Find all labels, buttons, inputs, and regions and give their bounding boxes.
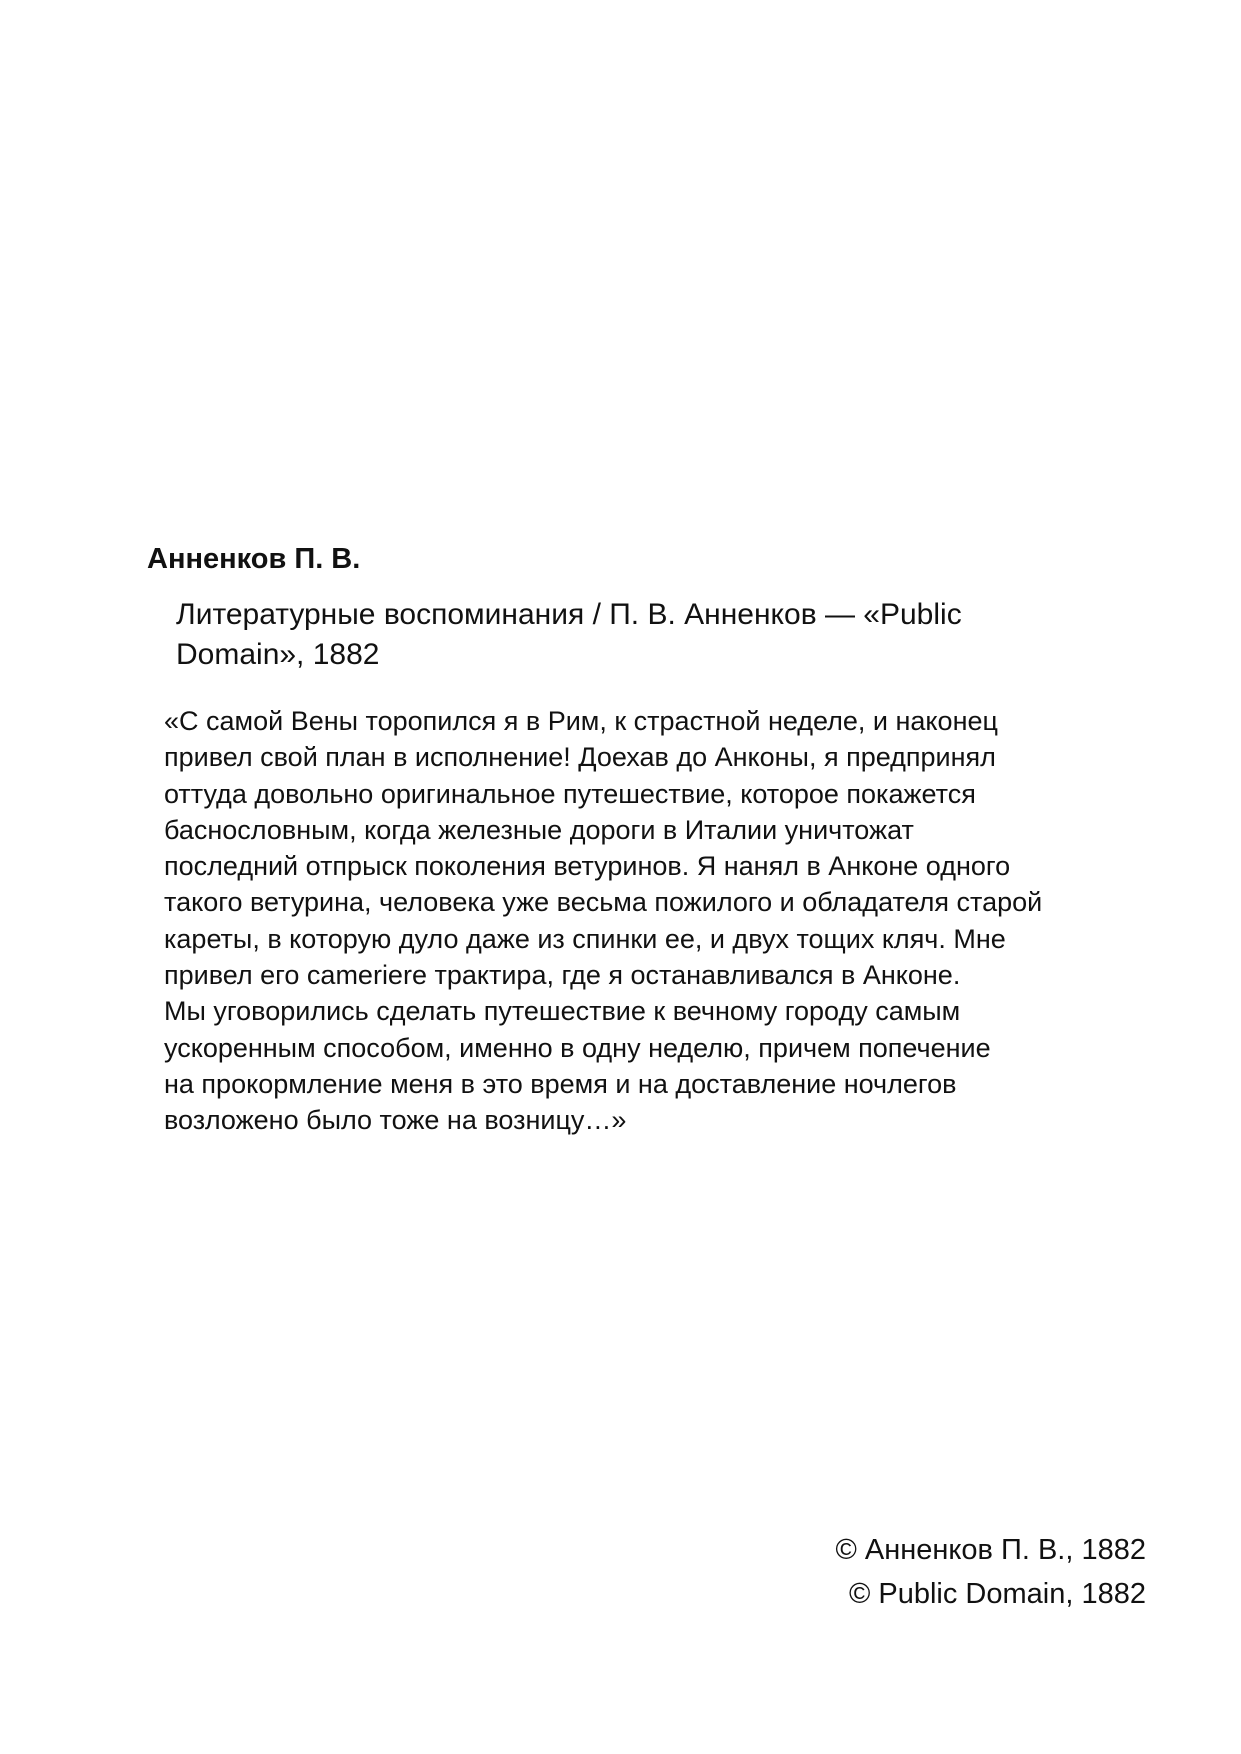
annotation-line: на прокормление меня в это время и на доставление ночлегов <box>164 1068 957 1099</box>
annotation-text <box>164 703 1164 1139</box>
annotation-line: привел его cameriere трактира, где я останавливался в Анконе. <box>164 960 961 991</box>
bibliographic-line: Литературные воспоминания / П. В. Анненков — «Public <box>176 598 962 631</box>
annotation-line: привел свой план в исполнение! Доехав до Анконы, я предпринял <box>164 742 996 773</box>
annotation-line: такого ветурина, человека уже весьма пожилого и обладателя старой <box>164 887 1043 918</box>
copyright-block <box>835 1528 1146 1616</box>
bibliographic-description <box>176 595 1116 675</box>
annotation-line: «С самой Вены торопился я в Рим, к страстной неделе, и наконец <box>164 706 998 736</box>
copyright-public-domain: © Public Domain, 1882 <box>848 1578 1146 1610</box>
annotation-line: оттуда довольно оригинальное путешествие, которое покажется <box>164 778 976 809</box>
copyright-author: © Анненков П. В., 1882 <box>835 1534 1146 1566</box>
annotation-line: Мы уговорились сделать путешествие к вечному городу самым <box>164 996 961 1027</box>
author-heading: Анненков П. В. <box>147 543 361 575</box>
annotation-line: кареты, в которую дуло даже из спинки ее, и двух тощих кляч. Мне <box>164 923 1006 954</box>
bibliographic-line: Domain», 1882 <box>176 638 380 671</box>
annotation-line: последний отпрыск поколения ветуринов. Я нанял в Анконе одного <box>164 851 1011 882</box>
annotation-line: возложено было тоже на возницу…» <box>164 1105 627 1136</box>
annotation-line: баснословным, когда железные дороги в Италии уничтожат <box>164 814 914 845</box>
annotation-line: ускоренным способом, именно в одну неделю, причем попечение <box>164 1032 991 1063</box>
